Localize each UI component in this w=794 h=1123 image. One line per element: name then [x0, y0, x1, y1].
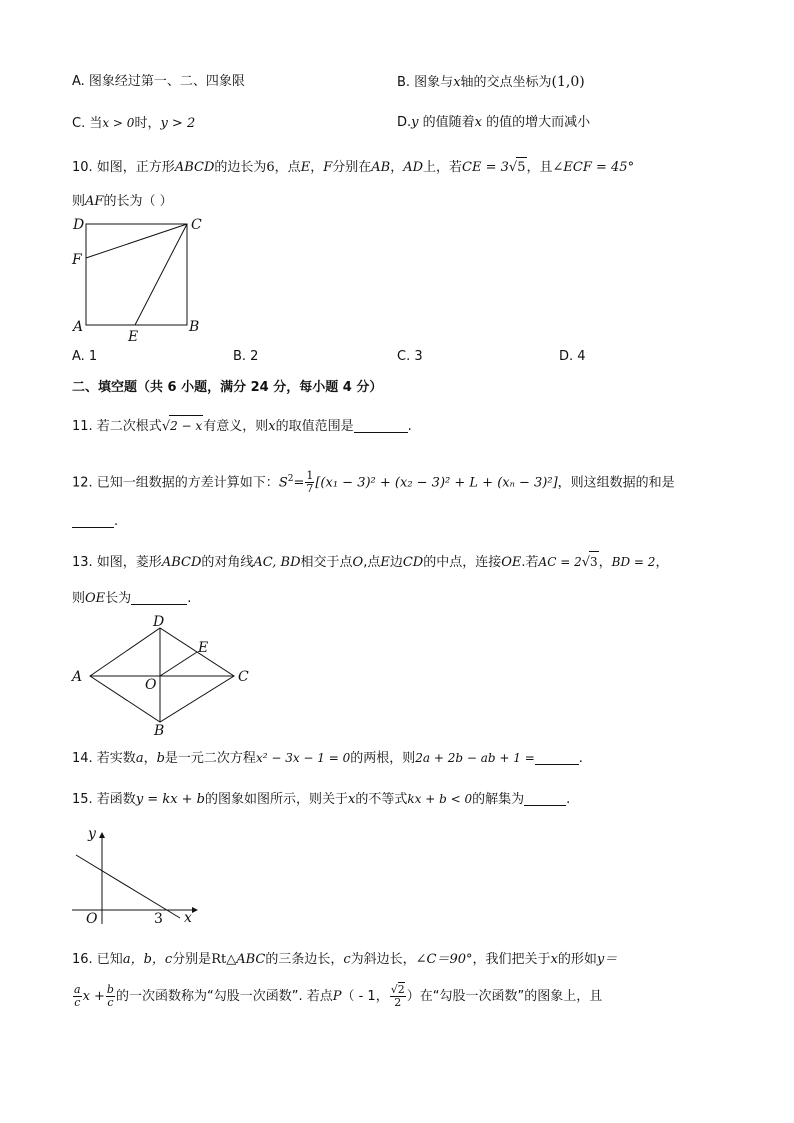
q11-answer-blank[interactable] [354, 418, 408, 433]
q14-expr: 2a + 2b − ab + 1 = [415, 751, 535, 765]
q9-d-end: 的值的增大而减小 [486, 115, 591, 130]
q16-abc: ABC [236, 952, 266, 967]
q16-text-d: 为斜边长， [350, 952, 416, 967]
q9-b-text2: 轴的交点坐标为 [460, 75, 552, 90]
section-heading: 二、填空题（共 6 小题，满分 24 分，每小题 4 分） [72, 380, 383, 395]
q16-root2: 2 [397, 983, 405, 996]
q16-frac-a-c [73, 984, 82, 1009]
q11-text-b: 有意义，则 [203, 419, 269, 434]
q9-option-b [397, 72, 585, 93]
q16-text-i: ）在“勾股一次函数”的图象上，且 [406, 989, 603, 1004]
q16-den2: 2 [394, 996, 402, 1009]
q10-text-f: ，且 [526, 160, 553, 175]
rh-label-E: E [198, 640, 209, 656]
q13-text-c: 相交于点 [300, 555, 353, 570]
q16-y: y＝ [596, 952, 618, 967]
q16-line2 [72, 982, 602, 1012]
q9-b-text: B. 图象与 [397, 75, 454, 90]
q15-text-c: 的不等式 [355, 792, 408, 807]
q12-body: [(x₁ − 3)² + (x₂ − 3)² + L + (xₙ − 3)²] [315, 475, 558, 491]
label-E: E [128, 329, 139, 345]
q16-vars: a，b，c [122, 952, 173, 967]
q16-frac-b: b [106, 983, 114, 996]
label-F: F [72, 252, 82, 268]
q16-angle: ∠C＝90° [415, 952, 473, 967]
q10-ad: AD [403, 160, 424, 175]
q16-frac-c: c [74, 996, 81, 1009]
q9-option-a-text: A. 图象经过第一、二、四象限 [72, 74, 245, 89]
q10-abcd: ABCD [174, 160, 215, 175]
q13-text-b: 的对角线 [201, 555, 254, 570]
q15-end: . [566, 792, 571, 807]
label-B: B [189, 319, 200, 335]
q13-oe2: OE [85, 591, 106, 606]
q16-text-a: 16. 已知 [72, 952, 123, 967]
q10-angle: ∠ECF = 45° [552, 160, 635, 175]
q16-frac-a: a [74, 983, 81, 996]
q10-line2 [72, 192, 173, 212]
q12-frac-den: 7 [306, 482, 314, 496]
q10-option-d: D. 4 [559, 349, 586, 364]
q13-o: O [352, 555, 364, 570]
q16-c: c [343, 952, 351, 967]
q16-frac-b-c [106, 984, 115, 1009]
q10-comma: ， [310, 160, 324, 175]
q15-answer-blank[interactable] [524, 791, 566, 806]
rh-label-O: O [145, 677, 157, 693]
q16-line1 [72, 950, 617, 970]
q13-text-d: ,点 [363, 555, 381, 570]
graph-label-3: 3 [154, 911, 163, 927]
q16-x: x [550, 952, 558, 967]
q16-p: P [332, 989, 342, 1004]
q10-root5: 5 [516, 157, 526, 178]
q16-xplus: x + [82, 989, 105, 1004]
rhombus-figure [68, 610, 258, 738]
q14-comma: ， [143, 751, 157, 766]
q13-text-f: 边 [389, 555, 403, 570]
q11-text-c: 的取值范围是 [275, 419, 354, 434]
q10-line2-a: 则 [72, 194, 86, 209]
q13-cd: CD [402, 555, 424, 570]
q13-line2 [72, 589, 191, 609]
q16-rt: Rt△ [211, 952, 237, 967]
q9-b-var: x [453, 75, 461, 90]
label-D: D [73, 217, 85, 233]
q10-text-e: 上，若 [423, 160, 463, 175]
graph-label-o: O [86, 911, 98, 927]
q9-d-var2: x [474, 115, 483, 130]
q10-option-b: B. 2 [233, 349, 259, 364]
graph-label-x: x [184, 910, 192, 926]
q14-answer-blank[interactable] [535, 750, 579, 765]
q10-ab: AB [371, 160, 391, 175]
rh-label-D: D [153, 614, 165, 630]
q16-text-b: 分别是 [172, 952, 212, 967]
q9-option-c [72, 113, 195, 134]
q9-b-point: (1,0) [551, 74, 585, 90]
q13-text-h: .若 [521, 555, 539, 570]
q14-text-b: 是一元二次方程 [164, 751, 256, 766]
q16-frac-c2: c [107, 996, 114, 1009]
q11-x: x [268, 419, 276, 434]
rh-label-B: B [154, 723, 165, 738]
rh-label-C: C [238, 669, 249, 685]
q10-text-b: 的边长为 [214, 160, 267, 175]
rh-label-A: A [72, 669, 83, 685]
q10-line1: 10. 如图，正方形ABCD的边长为6，点E，F分别在AB，AD上，若CE = 3√5，且∠ECF = 45° [72, 157, 634, 178]
label-C: C [191, 217, 202, 233]
q13-acbd: AC, BD [253, 555, 301, 570]
q12-end: . [114, 514, 119, 529]
q12-answer-blank[interactable] [72, 513, 114, 528]
q11-line: 11. 若二次根式√2 − x有意义，则x的取值范围是 . [72, 415, 412, 437]
q13-abcd: ABCD [161, 555, 202, 570]
q14-line [72, 748, 583, 769]
q11-end: . [407, 419, 412, 434]
q14-a: a [135, 751, 144, 766]
q10-af: AF [85, 194, 104, 209]
q12-answer-line [72, 512, 118, 532]
q15-text-b: 的图象如图所示，则关于 [205, 792, 349, 807]
q13-root3: 3 [589, 551, 599, 572]
q13-line1: 13. 如图，菱形ABCD的对角线AC, BD相交于点O,点E边CD的中点，连接OE.若AC = 2√3，BD = 2， [72, 551, 668, 573]
q13-e: E [380, 555, 390, 570]
q9-c-res: y > 2 [160, 116, 196, 131]
q10-f: F [323, 160, 333, 175]
q11-text-a: 11. 若二次根式 [72, 419, 162, 434]
q16-frac-root2: $\frac{√2}{2}$ [390, 983, 405, 1009]
q15-fn: y = kx + b [135, 792, 206, 807]
q14-equation: x² − 3x − 1 = 0 [255, 751, 351, 765]
q15-x: x [348, 792, 356, 807]
q9-option-a [72, 72, 245, 92]
q13-bd: BD = 2 [611, 555, 656, 569]
q12-frac-num: 1 [306, 469, 314, 483]
q16-text-g: 的一次函数称为“勾股一次函数”. 若点 [115, 989, 333, 1004]
q14-text-c: 的两根，则 [350, 751, 416, 766]
q11-radicand: 2 − x [169, 415, 203, 436]
q10-option-a: A. 1 [72, 349, 98, 364]
q13-line2-a: 则 [72, 591, 86, 606]
q10-ce: CE = 3 [462, 160, 509, 175]
graph-label-y: y [88, 826, 96, 842]
q12-text-b: ，则这组数据的和是 [557, 475, 675, 491]
q9-d-var: y [411, 115, 419, 130]
q14-b: b [156, 751, 165, 766]
q12-line: 12. 已知一组数据的方差计算如下：$S^2=$ $\frac{1}{7}$ [(x₁ − 3)² + (x₂ − 3)² + L + (xₙ − 3)²]，则这组数据的和是 [72, 469, 675, 496]
q13-text-j: ， [655, 555, 669, 570]
q13-text-g: 的中点，连接 [423, 555, 502, 570]
q12-eq: = [293, 475, 305, 491]
q14-end: . [578, 751, 583, 766]
q15-ineq: kx + b < 0 [407, 792, 473, 806]
q12-s: S [278, 475, 288, 491]
q16-text-f: 的形如 [557, 952, 597, 967]
q13-oe: OE [501, 555, 522, 570]
q13-text-a: 13. 如图，菱形 [72, 555, 162, 570]
q13-end: . [187, 591, 192, 606]
q10-option-c: C. 3 [397, 349, 423, 364]
label-A: A [73, 319, 84, 335]
q14-text-a: 14. 若实数 [72, 751, 136, 766]
q10-line2-b: 的长为（ ） [103, 194, 173, 209]
square-figure [68, 210, 208, 345]
q13-answer-blank[interactable] [131, 590, 187, 605]
q10-comma2: ， [390, 160, 404, 175]
q10-e: E [300, 160, 311, 175]
q9-c-mid: 时， [134, 116, 161, 131]
q12-fraction [305, 470, 314, 495]
q15-text-a: 15. 若函数 [72, 792, 136, 807]
q10-text-a: 10. 如图，正方形 [72, 160, 175, 175]
q16-text-e: ，我们把关于 [472, 952, 551, 967]
q9-d-prefix: D. [397, 115, 412, 130]
q15-line [72, 789, 570, 810]
q13-ac: AC = 2 [538, 555, 582, 569]
q9-c-cond: x > 0 [102, 116, 135, 130]
q9-d-mid: 的值随着 [422, 115, 475, 130]
q9-c-prefix: C. 当 [72, 116, 103, 131]
q13-line2-b: 长为 [105, 591, 132, 606]
q10-text-d: 分别在 [332, 160, 372, 175]
q10-text-c: ，点 [274, 160, 301, 175]
q10-six: 6 [266, 160, 275, 175]
q13-text-i: ， [598, 555, 612, 570]
q15-text-d: 的解集为 [472, 792, 525, 807]
q16-text-c: 的三条边长， [265, 952, 344, 967]
linear-graph-figure [66, 822, 206, 928]
q16-text-h: （ - 1， [341, 989, 389, 1004]
q12-text-a: 12. 已知一组数据的方差计算如下： [72, 475, 279, 491]
q9-option-d [397, 113, 590, 133]
